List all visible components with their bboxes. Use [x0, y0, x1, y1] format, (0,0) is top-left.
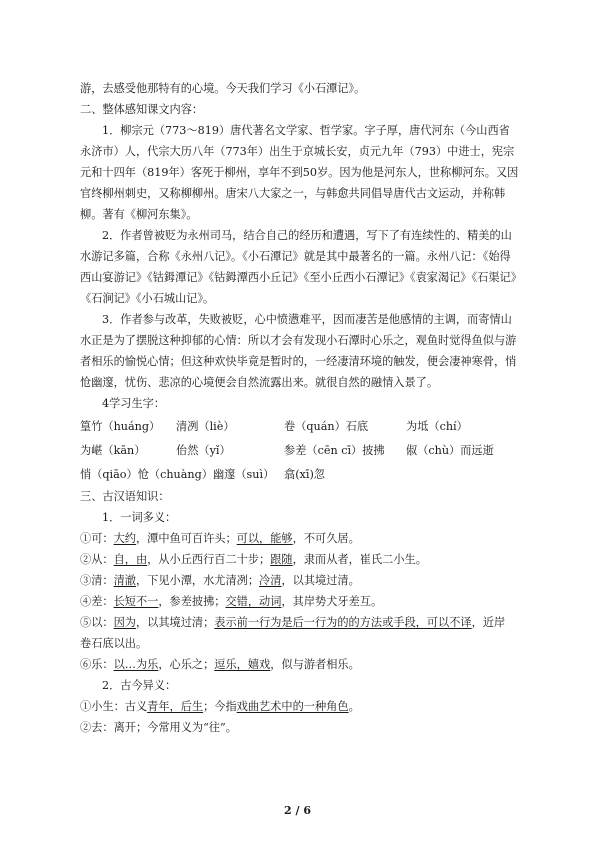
polysemy-item: ①可：大约，潭中鱼可百许头；可以，能够，不可久居。: [80, 532, 360, 545]
vocab-item: 清冽（liè）: [176, 420, 235, 433]
vocab-item: 悄（qiāo）怆（chuàng）幽邃（suì）: [80, 468, 275, 481]
polysemy-item: ②从：自，由，从小丘西行百二十步；跟随，隶而从者，崔氏二小生。: [80, 553, 427, 566]
polysemy-item-5: ⑤以：因为，以其境过清；表示前一行为是后一行为的的方法或手段，可以不译，近岸 卷石底以出。: [80, 616, 506, 650]
vocab-title: 4学习生字：: [102, 397, 166, 410]
vocab-item: 佁然（yǐ）: [176, 444, 231, 457]
vocab-item: 翕(xī)忽: [284, 468, 325, 481]
paragraph-2: 2．作者曾被贬为永州司马，结合自己的经历和遭遇，写下了有连续性的、精美的山水游记多篇，合称《永州八记》。《小石潭记》就是其中最著名的一篇。永州八记：《始得西山宴游记》《钴鉧潭记》《钴鉧潭西小丘记》《至小丘西小石潭记》《袁家渴记》《石渠记》《石涧记》《小石城山记》。: [80, 229, 517, 305]
polysemy-item: ⑥乐：以…为乐，心乐之；逗乐，嬉戏，似与游者相乐。: [80, 658, 360, 671]
vocab-row: [80, 438, 520, 462]
vocab-row: [80, 414, 520, 438]
vocab-item: 卷（quán）石底: [284, 420, 369, 433]
ancient-modern-item: ②去：离开；今常用义为“往”。: [80, 721, 237, 734]
section2-title: 二、整体感知课文内容：: [80, 103, 204, 116]
page-number: 2 / 6: [284, 804, 311, 817]
sub-title-polysemy: 1．一词多义：: [102, 511, 177, 524]
vocab-row: [80, 462, 520, 486]
polysemy-item: ④差：长短不一，参差披拂；交错，动词，其岸势犬牙差互。: [80, 595, 383, 608]
vocab-item: 俶（chù）而远逝: [406, 444, 494, 457]
vocab-item: 篁竹（huáng）: [80, 420, 161, 433]
vocab-item: 为坻（chí）: [406, 420, 468, 433]
vocab-item: 为嵁（kān）: [80, 444, 146, 457]
ancient-modern-item: ①小生：古义青年，后生；今指戏曲艺术中的一种角色。: [80, 700, 360, 713]
page-content: [80, 78, 520, 738]
paragraph-3: 3．作者参与改革，失败被贬，心中愤懑难平，因而凄苦是他感情的主调，而寄情山水正是为了摆脱这种抑郁的心情：所以才会有发现小石潭时心乐之，观鱼时觉得鱼似与游者相乐的愉悦心情；但这种欢快毕竟是暂时的，一经凄清环境的触发，便会凄神寒骨，悄怆幽邃，忧伤、悲凉的心境便会自然流露出来。就很自然的融情入景了。: [80, 313, 517, 389]
paragraph-1: 1．柳宗元（773～819）唐代著名文学家、哲学家。字子厚，唐代河东（今山西省永济市）人，代宗大历八年（773年）出生于京城长安，贞元九年（793）中进士，宪宗元和十四年（819年）客死于柳州，享年不到50岁。因为他是河东人，世称柳河东。又因官终柳州刺史，又称柳柳州。唐宋八大家之一，与韩愈共同倡导唐代古文运动，并称韩柳。著有《柳河东集》。: [80, 124, 519, 221]
intro-end: 游，去感受他那特有的心境。今天我们学习《小石潭记》。: [80, 82, 366, 95]
sub-title-ancient-modern: 2．古今异义：: [102, 679, 177, 692]
vocab-item: 参差（cēn cī）披拂: [284, 444, 385, 457]
section3-title: 三、古汉语知识：: [80, 490, 170, 503]
polysemy-item: ③清：清澈，下见小潭，水尤清冽；冷清，以其境过清。: [80, 574, 360, 587]
